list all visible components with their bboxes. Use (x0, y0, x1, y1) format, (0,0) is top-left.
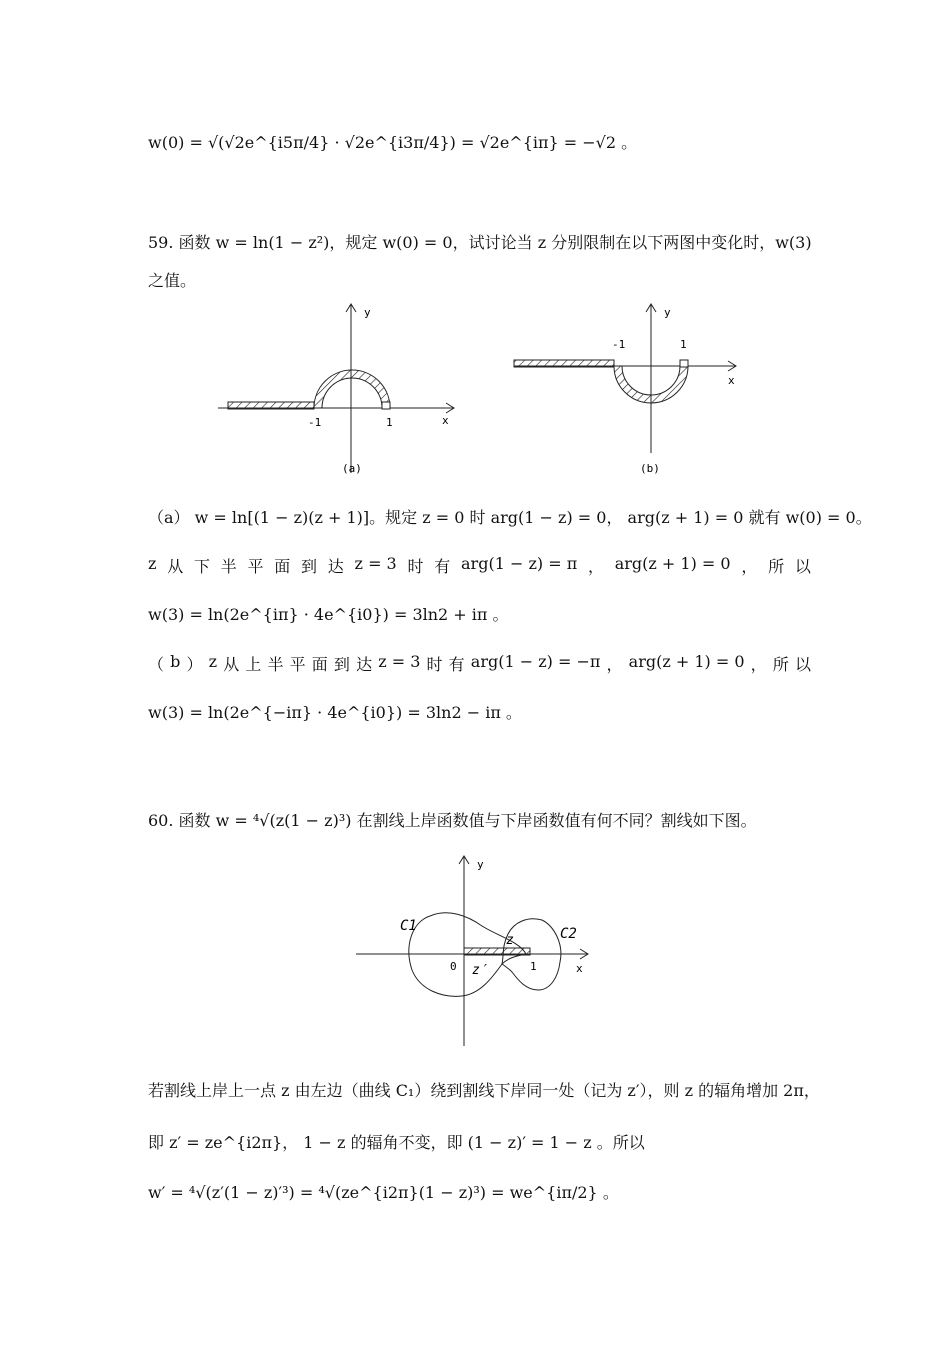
problem-59-statement: 59. 函数 w = ln(1 − z²)，规定 w(0) = 0，试讨论当 z 分别限制在以下两图中变化时，w(3) (148, 233, 812, 252)
token: 从 (167, 557, 184, 576)
token: b (170, 652, 181, 671)
token: 时 (426, 655, 443, 674)
part-a-line2 (148, 554, 811, 577)
token: ， (587, 557, 604, 576)
token: 面 (311, 655, 328, 674)
z-label: z (506, 933, 514, 948)
token: 所 (768, 557, 785, 576)
token: z = 3 (378, 652, 421, 671)
token: 以 (794, 557, 811, 576)
part-b-line1 (148, 652, 811, 675)
token: z = 3 (354, 554, 397, 573)
token: 达 (327, 557, 344, 576)
problem-59-statement-cont: 之值。 (148, 271, 197, 290)
token: 到 (333, 655, 350, 674)
token: arg(z + 1) = 0 (614, 554, 731, 573)
x-label: x (576, 962, 583, 975)
problem-60-statement: 60. 函数 w = ⁴√(z(1 − z)³) 在割线上岸函数值与下岸函数值有何不同？割线如下图。 (148, 811, 757, 830)
problem-60-result: w′ = ⁴√(z′(1 − z)′³) = ⁴√(ze^{i2π}(1 − z)³) = we^{iπ/2} 。 (148, 1183, 619, 1202)
branch-cut (514, 360, 614, 367)
token: 时 (407, 557, 424, 576)
tick-pos: 1 (530, 960, 537, 973)
token: arg(1 − z) = π (461, 554, 578, 573)
caption: (b) (640, 462, 660, 475)
y-label: y (477, 858, 484, 871)
c1-label: C1 (400, 918, 417, 934)
token: 达 (356, 655, 373, 674)
token: ， (741, 557, 758, 576)
branch-cut (464, 948, 530, 955)
token: 下 (193, 557, 210, 576)
token: arg(1 − z) = −π (470, 652, 601, 671)
token: 到 (301, 557, 318, 576)
y-label: y (664, 306, 671, 319)
token: 以 (794, 655, 811, 674)
token: 有 (448, 655, 465, 674)
tick-neg: -1 (308, 416, 322, 429)
token: arg(z + 1) = 0 (628, 652, 745, 671)
tick-neg: -1 (612, 338, 626, 351)
token: 半 (220, 557, 237, 576)
token: 上 (245, 655, 262, 674)
figure-b (510, 298, 760, 480)
token: 半 (267, 655, 284, 674)
tick-pos: 1 (680, 338, 687, 351)
equation-w0: w(0) = √(√2e^{i5π/4} · √2e^{i3π/4}) = √2e^{iπ} = −√2 。 (148, 133, 638, 152)
part-a-line3: w(3) = ln(2e^{iπ} · 4e^{i0}) = 3ln2 + iπ 。 (148, 605, 509, 624)
figure-a (210, 298, 470, 480)
token: 从 (223, 655, 240, 674)
upper-semicircle-band (314, 370, 390, 408)
token: ， (750, 655, 767, 674)
token: z (148, 554, 157, 573)
x-label: x (728, 374, 735, 387)
token: 有 (434, 557, 451, 576)
part-b-line2: w(3) = ln(2e^{−iπ} · 4e^{i0}) = 3ln2 − iπ 。 (148, 703, 522, 722)
branch-cut (228, 402, 314, 409)
figure-c (350, 850, 600, 1050)
caption: (a) (342, 462, 362, 475)
origin-label: 0 (450, 960, 457, 973)
part-a-line1: （a） w = ln[(1 − z)(z + 1)]。规定 z = 0 时 arg(1 − z) = 0， arg(z + 1) = 0 就有 w(0) = 0。 (148, 508, 872, 527)
token: 平 (289, 655, 306, 674)
token: ， (606, 655, 623, 674)
token: 平 (247, 557, 264, 576)
y-label: y (364, 306, 371, 319)
z-prime-label: z′ (472, 963, 488, 978)
problem-60-explanation: 若割线上岸上一点 z 由左边（曲线 C₁）绕到割线下岸同一处（记为 z′），则 z 的辐角增加 2π， (148, 1081, 820, 1100)
token: （ (148, 655, 165, 674)
token: ） (186, 655, 203, 674)
problem-60-explanation-cont: 即 z′ = ze^{i2π}， 1 − z 的辐角不变，即 (1 − z)′ = 1 − z 。所以 (148, 1133, 645, 1152)
x-label: x (442, 414, 449, 427)
tick-pos: 1 (386, 416, 393, 429)
token: 面 (274, 557, 291, 576)
c2-label: C2 (560, 926, 577, 942)
token: z (208, 652, 218, 671)
token: 所 (772, 655, 789, 674)
